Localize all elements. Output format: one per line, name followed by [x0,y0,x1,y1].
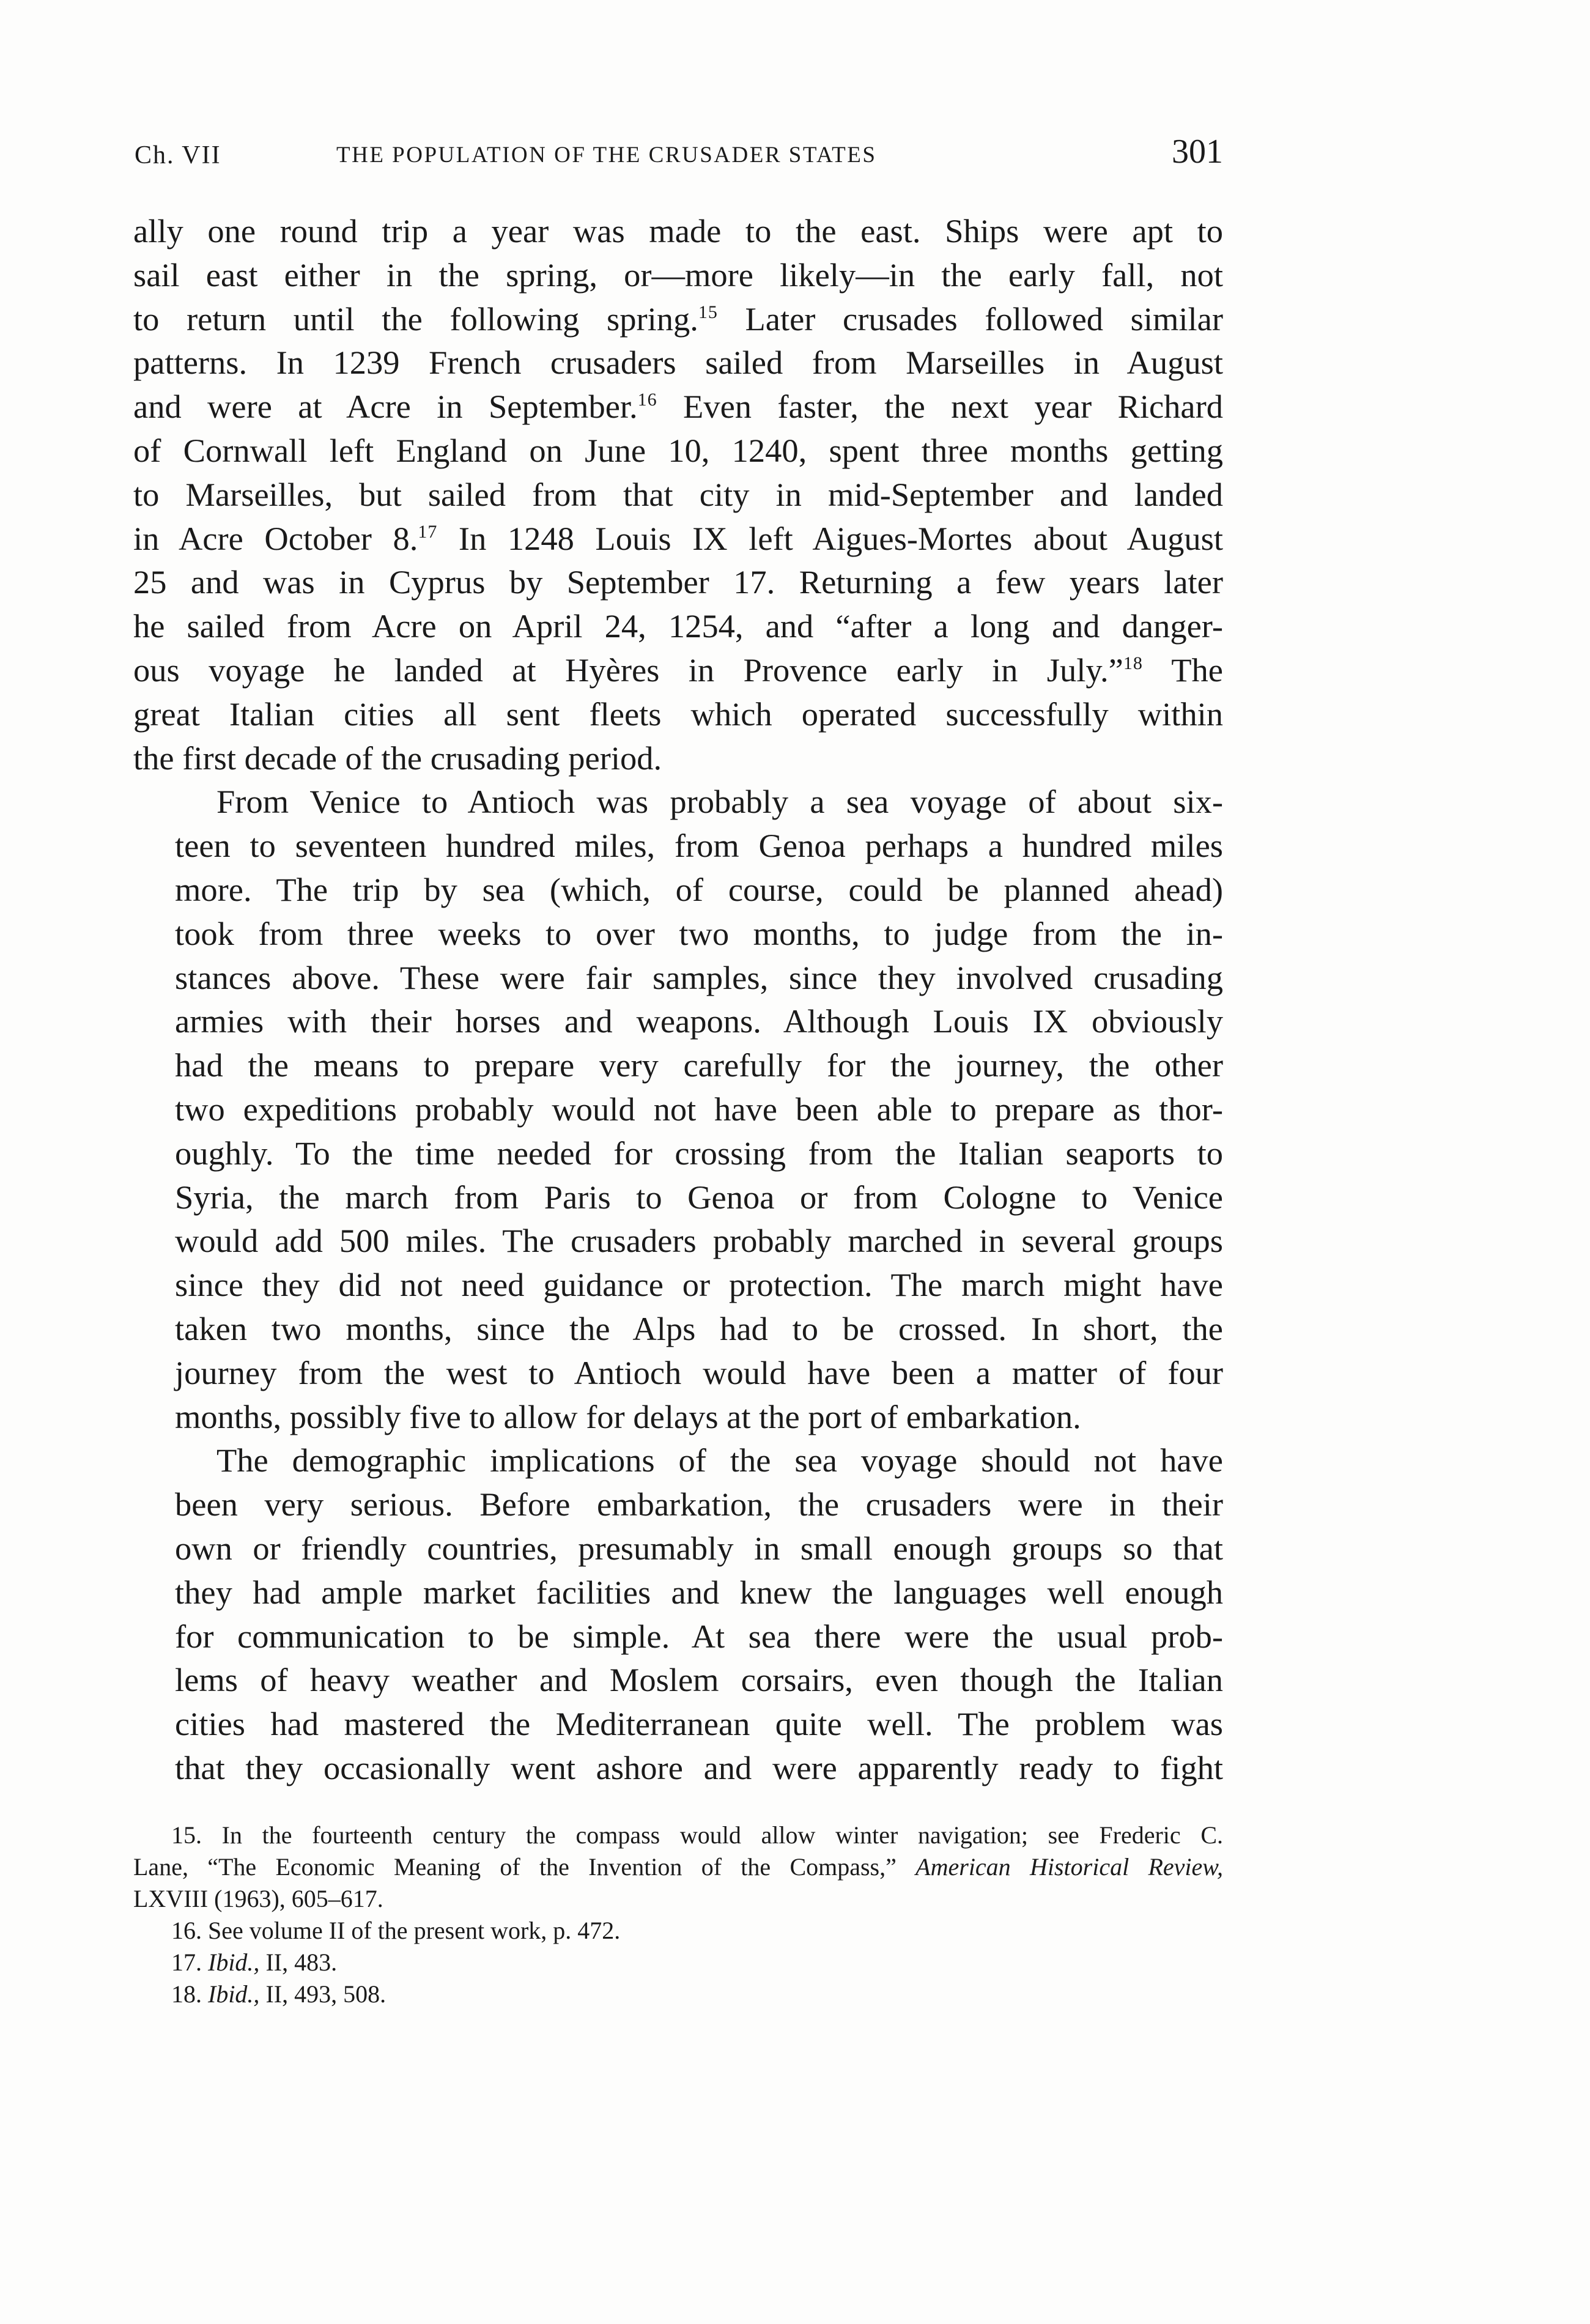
footnote-number: 18. [171,1980,208,2008]
text-fragment: In 1248 Louis IX left Aigues-Mortes about August [437,519,1223,557]
text-line: since they did not need guidance or protection. The march might have [175,1266,1223,1304]
footnote-number: 17. [171,1948,208,1976]
text-line: patterns. In 1239 French crusaders sailed from Marseilles in August [133,344,1223,382]
text-line: 25 and was in Cyprus by September 17. Returning a few years later [133,563,1223,601]
text-line [133,385,1223,429]
text-line: Syria, the march from Paris to Genoa or from Cologne to Venice [175,1178,1223,1216]
page-number: 301 [1172,133,1223,171]
text-line: From Venice to Antioch was probably a sea voyage of about six- [216,783,1223,821]
body-text [133,209,1223,1790]
text-line: The demographic implications of the sea voyage should not have [216,1441,1223,1479]
text-fragment: Later crusades followed similar [717,300,1223,338]
footnote-ref: 18 [1123,653,1143,673]
running-header [135,128,1223,177]
paragraph [133,780,1223,1438]
footnote-ref: 17 [418,521,438,542]
footnote-line [133,1851,1223,1883]
paragraph [133,1438,1223,1789]
footnote-line: 15. In the fourteenth century the compass would allow winter navigation; see Frederic C. [171,1821,1223,1849]
footnote-ref: 16 [637,390,657,410]
chapter-label: Ch. VII [135,141,221,169]
text-line: cities had mastered the Mediterranean quite well. The problem was [175,1705,1223,1743]
text-line [133,648,1223,692]
footnote-16: 16. See volume II of the present work, p. 472. [171,1917,621,1944]
footnotes [133,1819,1223,2010]
text-line: sail east either in the spring, or—more likely—in the early fall, not [133,256,1223,294]
footnote-17 [133,1947,1223,1978]
text-line: own or friendly countries, presumably in small enough groups so that [175,1529,1223,1567]
text-line: for communication to be simple. At sea there were the usual prob- [175,1617,1223,1655]
text-line: to Marseilles, but sailed from that city in mid-September and landed [133,475,1223,513]
footnote-ref: 15 [698,302,718,322]
paragraph [133,209,1223,780]
text-fragment: The [1142,651,1223,689]
footnote-18 [133,1978,1223,2010]
text-line: would add 500 miles. The crusaders probably marched in several groups [175,1222,1223,1260]
text-line: the first decade of the crusading period. [133,739,662,777]
text-line: journey from the west to Antioch would have been a matter of four [175,1353,1223,1391]
text-line: ally one round trip a year was made to the east. Ships were apt to [133,212,1223,250]
text-line: he sailed from Acre on April 24, 1254, and “after a long and danger- [133,607,1223,645]
text-fragment: Lane, “The Economic Meaning of the Invention of the Compass,” [133,1853,916,1881]
text-line: armies with their horses and weapons. Although Louis IX obviously [175,1002,1223,1040]
text-fragment: II, 483. [259,1948,338,1976]
text-fragment: ous voyage he landed at Hyères in Provence early in July.” [133,651,1123,689]
ibid: Ibid., [208,1948,260,1976]
text-line: months, possibly five to allow for delays at the port of embarkation. [175,1397,1081,1435]
text-fragment: in Acre October 8. [133,519,418,557]
footnote-line: LXVIII (1963), 605–617. [133,1885,383,1912]
text-line: oughly. To the time needed for crossing from the Italian seaports to [175,1134,1223,1172]
text-line: stances above. These were fair samples, since they involved crusading [175,958,1223,996]
text-line: they had ample market facilities and knew the languages well enough [175,1573,1223,1611]
text-line: had the means to prepare very carefully for the journey, the other [175,1046,1223,1084]
text-fragment: and were at Acre in September. [133,388,638,426]
text-line: that they occasionally went ashore and were apparently ready to fight [175,1749,1223,1786]
ibid: Ibid., [208,1980,260,2008]
text-line: great Italian cities all sent fleets which operated successfully within [133,695,1223,733]
text-line: took from three weeks to over two months, to judge from the in- [175,914,1223,952]
text-line: taken two months, since the Alps had to be crossed. In short, the [175,1309,1223,1347]
text-line: been very serious. Before embarkation, the crusaders were in their [175,1486,1223,1523]
text-fragment: II, 493, 508. [259,1980,386,2008]
text-line [133,297,1223,341]
running-title: THE POPULATION OF THE CRUSADER STATES [336,142,877,168]
text-fragment: Even faster, the next year Richard [657,388,1224,426]
text-line: of Cornwall left England on June 10, 1240, spent three months getting [133,431,1223,469]
text-line [133,517,1223,561]
journal-title: American Historical Review, [915,1853,1223,1881]
text-line: two expeditions probably would not have been able to prepare as thor- [175,1090,1223,1128]
text-line: more. The trip by sea (which, of course, could be planned ahead) [175,870,1223,908]
text-line: lems of heavy weather and Moslem corsairs, even though the Italian [175,1661,1223,1699]
text-line: teen to seventeen hundred miles, from Genoa perhaps a hundred miles [175,827,1223,865]
text-fragment: to return until the following spring. [133,300,698,338]
footnote-15 [133,1819,1223,1915]
